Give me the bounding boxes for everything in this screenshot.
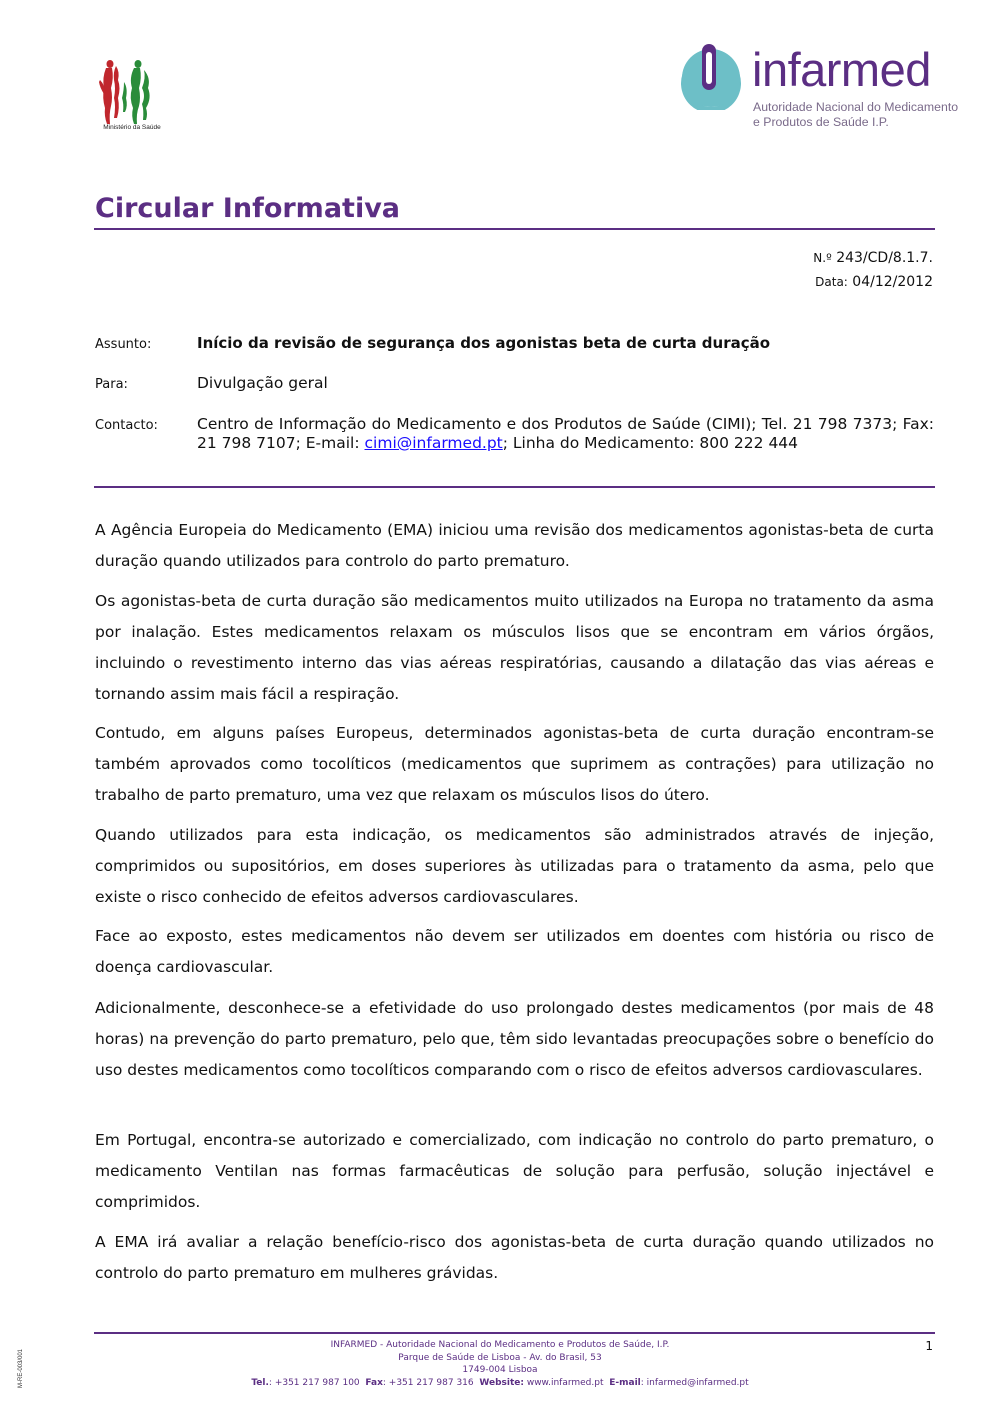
recipient-value: Divulgação geral xyxy=(197,374,328,392)
body-paragraph: A Agência Europeia do Medicamento (EMA) iniciou uma revisão dos medicamentos agonistas-beta de curta duração quando utilizados para controlo do parto prematuro. xyxy=(95,521,934,570)
footer-website-value[interactable]: www.infarmed.pt xyxy=(523,1378,604,1389)
contact-email-link[interactable]: cimi@infarmed.pt xyxy=(364,434,503,452)
ministerio-saude-caption: Ministério da Saúde xyxy=(103,124,161,131)
circular-number-label: N.º xyxy=(813,251,832,265)
footer-line3: 1749-004 Lisboa xyxy=(462,1365,538,1376)
infarmed-logo-subtitle xyxy=(753,100,958,130)
recipient-label: Para: xyxy=(95,377,128,392)
body-paragraph: Em Portugal, encontra-se autorizado e comercializado, com indicação no controlo do parto prematuro, o medicamento Ventilan nas formas farmacêuticas de solução para perfusão, solução injectável e comprimidos. xyxy=(95,1131,934,1211)
footer-fax-value: : +351 217 987 316 xyxy=(382,1378,474,1389)
circular-number-value: 243/CD/8.1.7. xyxy=(836,250,933,266)
header-divider xyxy=(94,486,935,488)
circular-date xyxy=(815,273,933,291)
contact-value xyxy=(197,415,934,453)
footer-contacts xyxy=(250,1377,750,1390)
circular-date-label: Data: xyxy=(815,275,848,289)
circular-date-value: 04/12/2012 xyxy=(852,274,933,290)
circular-number xyxy=(813,249,933,267)
footer-line1: INFARMED - Autoridade Nacional do Medicamento e Produtos de Saúde, I.P. xyxy=(330,1340,670,1350)
footer-line2: Parque de Saúde de Lisboa - Av. do Brasil, 53 xyxy=(398,1352,602,1363)
title-divider xyxy=(94,228,935,230)
subject-value: Início da revisão de segurança dos agonistas beta de curta duração xyxy=(197,334,771,352)
infarmed-logo-mark xyxy=(680,44,750,110)
body-paragraph: Quando utilizados para esta indicação, os medicamentos são administrados através de injeção, comprimidos ou supositórios, em doses superiores às utilizadas para o tratamento da asma, pelo que existe o risco conhecido de efeitos adversos cardiovasculares. xyxy=(95,826,934,906)
footer xyxy=(250,1339,750,1390)
body-paragraph: Contudo, em alguns países Europeus, determinados agonistas-beta de curta duração encontram-se também aprovados como tocolíticos (medicamentos que suprimem as contrações) para utilização no trabalho de parto prematuro, uma vez que relaxam os músculos lisos do útero. xyxy=(95,724,934,804)
subject-label: Assunto: xyxy=(95,337,152,352)
document-title: Circular Informativa xyxy=(95,193,401,224)
footer-website-label: Website: xyxy=(479,1378,524,1389)
contact-text-suffix: ; Linha do Medicamento: 800 222 444 xyxy=(502,434,799,452)
body-paragraph: A EMA irá avaliar a relação benefício-risco dos agonistas-beta de curta duração quando utilizados no controlo do parto prematuro em mulheres grávidas. xyxy=(95,1233,934,1282)
ministerio-saude-logo xyxy=(96,58,160,134)
footer-tel-value: : +351 217 987 100 xyxy=(268,1378,360,1389)
body-paragraph: Face ao exposto, estes medicamentos não devem ser utilizados em doentes com história ou risco de doença cardiovascular. xyxy=(95,927,934,976)
infarmed-subtitle-line2: e Produtos de Saúde I.P. xyxy=(753,115,889,129)
footer-email-value[interactable]: : infarmed@infarmed.pt xyxy=(640,1378,749,1389)
page-number: 1 xyxy=(925,1339,933,1353)
footer-tel-label: Tel. xyxy=(251,1378,269,1389)
footer-email-label: E-mail xyxy=(609,1378,641,1389)
infarmed-logo-word: infarmed xyxy=(752,43,931,96)
body-paragraph: Os agonistas-beta de curta duração são medicamentos muito utilizados na Europa no tratamento da asma por inalação. Estes medicamentos relaxam os músculos lisos que se encontram em vários órgãos, incluindo o revestimento interno das vias aéreas respiratórias, causando a dilatação das vias aéreas e tornando assim mais fácil a respiração. xyxy=(95,592,934,703)
infarmed-subtitle-line1: Autoridade Nacional do Medicamento xyxy=(753,100,959,114)
body-paragraph: Adicionalmente, desconhece-se a efetividade do uso prolongado destes medicamentos (por mais de 48 horas) na prevenção do parto prematuro, pelo que, têm sido levantadas preocupações sobre o benefício do uso destes medicamentos como tocolíticos comparando com o risco de efeitos adversos cardiovasculares. xyxy=(95,999,934,1079)
contact-text-prefix: Centro de Informação do Medicamento e dos Produtos de Saúde (CIMI); Tel. 21 798 7373; Fax: 21 798 7107; E-mail: xyxy=(197,415,934,452)
footer-fax-label: Fax xyxy=(365,1378,383,1389)
footer-divider xyxy=(94,1332,935,1334)
contact-label: Contacto: xyxy=(95,418,158,433)
document-code: M-RE-003/001 xyxy=(18,1348,24,1388)
